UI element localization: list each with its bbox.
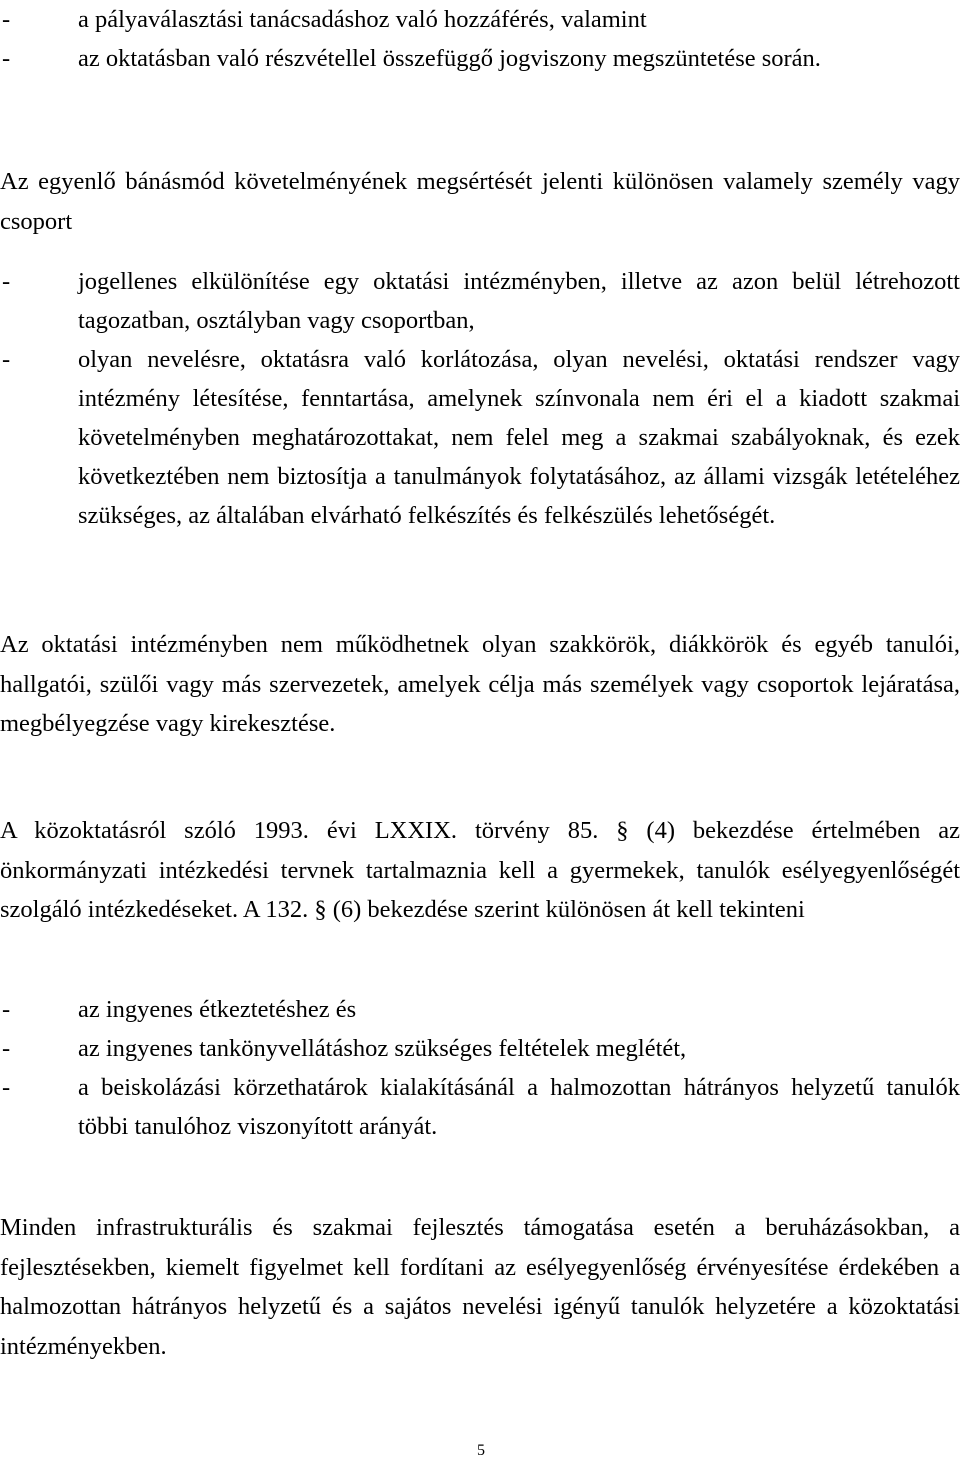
list-item-text: olyan nevelésre, oktatásra való korlátozása, olyan nevelési, oktatási rendszer vagy intézmény létesítése, fenntartása, amelynek színvonala nem éri el a kiadott szakmai követelményben meghatározottakat, nem felel meg a szakmai szabályoknak, és ezek következtében nem biztosítja a tanulmányok folytatásához, az állami vizsgák letételéhez szükséges, az általában elvárható felkészítés és felkészülés lehetőségét. — [78, 346, 960, 529]
list-item-text: az ingyenes étkeztetéshez és — [78, 996, 357, 1023]
list-bullet: - — [2, 268, 11, 295]
list-bullet: - — [2, 6, 11, 33]
list-item-text: az ingyenes tankönyvellátáshoz szükséges feltételek meglétét, — [78, 1035, 687, 1062]
list-item-text: a beiskolázási körzethatárok kialakításánál a halmozottan hátrányos helyzetű tanulók többi tanulóhoz viszonyított arányát. — [78, 1074, 960, 1140]
list-bullet: - — [2, 346, 11, 373]
list-item — [0, 39, 960, 78]
bullet-list-1 — [0, 0, 960, 78]
list-item — [0, 0, 960, 39]
list-item — [0, 990, 960, 1029]
list-item — [0, 340, 960, 535]
list-bullet: - — [2, 1035, 11, 1062]
paragraph-development: Minden infrastrukturális és szakmai fejlesztés támogatása esetén a beruházásokban, a fejlesztésekben, kiemelt figyelmet kell fordítani az esélyegyenlőség érvényesítése érdekében a halmozottan hátrányos helyzetű és a sajátos nevelési igényű tanulók helyzetére a közoktatási intézményekben. — [0, 1214, 960, 1360]
bullet-list-2 — [0, 262, 960, 535]
list-bullet: - — [2, 996, 11, 1023]
list-item-text: az oktatásban való részvétellel összefüggő jogviszony megszüntetése során. — [78, 45, 821, 72]
paragraph-discrimination-intro: Az egyenlő bánásmód követelményének megsértését jelenti különösen valamely személy vagy csoport — [0, 168, 960, 235]
page-number: 5 — [477, 1442, 485, 1459]
bullet-list-3 — [0, 990, 960, 1146]
list-item — [0, 1029, 960, 1068]
paragraph-organizations: Az oktatási intézményben nem működhetnek olyan szakkörök, diákkörök és egyéb tanulói, hallgatói, szülői vagy más szervezetek, amelyek célja más személyek vagy csoportok lejáratása, megbélyegzése vagy kirekesztése. — [0, 631, 960, 737]
list-item — [0, 1068, 960, 1146]
list-item — [0, 262, 960, 340]
list-bullet: - — [2, 1074, 11, 1101]
paragraph-law-reference: A közoktatásról szóló 1993. évi LXXIX. törvény 85. § (4) bekezdése értelmében az önkormányzati intézkedési tervnek tartalmaznia kell a gyermekek, tanulók esélyegyenlőségét szolgáló intézkedéseket. A 132. § (6) bekezdése szerint különösen át kell tekinteni — [0, 817, 960, 923]
list-bullet: - — [2, 45, 11, 72]
list-item-text: a pályaválasztási tanácsadáshoz való hozzáférés, valamint — [78, 6, 647, 33]
list-item-text: jogellenes elkülönítése egy oktatási intézményben, illetve az azon belül létrehozott tagozatban, osztályban vagy csoportban, — [78, 268, 960, 334]
